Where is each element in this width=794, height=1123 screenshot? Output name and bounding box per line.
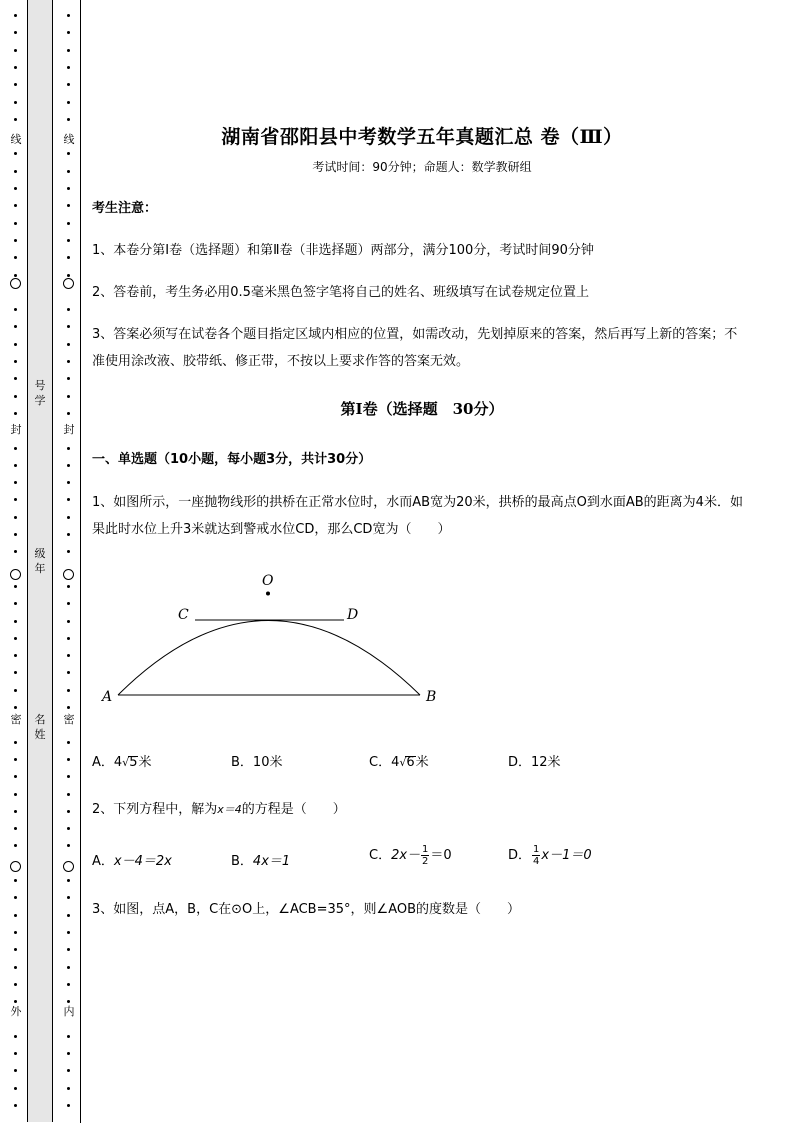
seal-char: 密 bbox=[61, 713, 77, 727]
seal-dot bbox=[14, 1069, 17, 1072]
seal-dot bbox=[14, 395, 17, 398]
seal-dot bbox=[14, 966, 17, 969]
seal-dot bbox=[14, 793, 17, 796]
seal-dot bbox=[67, 1000, 70, 1003]
seal-dot bbox=[67, 879, 70, 882]
seal-dot bbox=[14, 187, 17, 190]
seal-dot bbox=[14, 1035, 17, 1038]
seal-dot bbox=[14, 948, 17, 951]
seal-dot bbox=[14, 620, 17, 623]
seal-dot bbox=[67, 1052, 70, 1055]
seal-dot bbox=[67, 412, 70, 415]
question-3-stem: 3、如图，点A，B，C在⊙O上，∠ACB=35°，则∠AOB的度数是（ ） bbox=[92, 902, 521, 917]
seal-dot bbox=[67, 550, 70, 553]
seal-char: 线 bbox=[8, 133, 24, 147]
seal-dot bbox=[67, 66, 70, 69]
part-heading: 一、单选题（10小题，每小题3分，共计30分） bbox=[92, 452, 372, 467]
label-c: C bbox=[178, 607, 189, 623]
seal-circle bbox=[63, 861, 74, 872]
question-1-stem: 1、如图所示，一座抛物线形的拱桥在正常水位时，水而AB宽为20米，拱桥的最高点O到水面AB的距离为4米．如果此时水位上升3米就达到警戒水位CD，那么CD宽为（ ） bbox=[92, 495, 743, 537]
seal-dot bbox=[67, 498, 70, 501]
seal-dot bbox=[67, 602, 70, 605]
seal-dot bbox=[14, 1000, 17, 1003]
seal-dot bbox=[67, 170, 70, 173]
seal-dot bbox=[14, 516, 17, 519]
seal-dot bbox=[67, 671, 70, 674]
seal-dot bbox=[14, 1087, 17, 1090]
seal-dot bbox=[14, 585, 17, 588]
seal-dot bbox=[67, 948, 70, 951]
seal-dot bbox=[67, 637, 70, 640]
seal-dot bbox=[14, 83, 17, 86]
note-2: 2、答卷前，考生务必用0.5毫米黑色签字笔将自己的姓名、班级填写在试卷规定位置上 bbox=[92, 285, 589, 300]
seal-dot bbox=[67, 377, 70, 380]
seal-dot bbox=[67, 844, 70, 847]
section-title: 第Ⅰ卷（选择题 30分） bbox=[340, 400, 504, 418]
seal-dot bbox=[14, 602, 17, 605]
note-3: 3、答案必须写在试卷各个题目指定区域内相应的位置，如需改动，先划掉原来的答案，然后再写上新的答案；不准使用涂改液、胶带纸、修正带，不按以上要求作答的答案无效。 bbox=[92, 327, 738, 369]
seal-dot bbox=[67, 1104, 70, 1107]
seal-char: 封 bbox=[61, 423, 77, 437]
q1-option-b: B．10米 bbox=[231, 755, 283, 770]
question-2-stem: 2、下列方程中，解为x＝4的方程是（ ） bbox=[92, 802, 346, 817]
seal-dot bbox=[14, 31, 17, 34]
seal-dot bbox=[14, 325, 17, 328]
seal-dot bbox=[14, 827, 17, 830]
seal-dot bbox=[67, 395, 70, 398]
seal-dot bbox=[67, 325, 70, 328]
seal-dot bbox=[14, 550, 17, 553]
seal-char: 密 bbox=[8, 713, 24, 727]
seal-dot bbox=[67, 360, 70, 363]
q2-option-b: B．4x＝1 bbox=[231, 854, 291, 869]
exam-title: 湖南省邵阳县中考数学五年真题汇总 卷（Ⅲ） bbox=[221, 126, 623, 148]
seal-circle bbox=[10, 861, 21, 872]
parabola-arch bbox=[118, 621, 420, 696]
note-1: 1、本卷分第Ⅰ卷（选择题）和第Ⅱ卷（非选择题）两部分，满分100分，考试时间90分钟 bbox=[92, 243, 594, 258]
seal-dot bbox=[67, 896, 70, 899]
seal-dot bbox=[67, 31, 70, 34]
seal-dot bbox=[14, 810, 17, 813]
seal-dot bbox=[67, 585, 70, 588]
q2-option-c: C．2x－ $\frac{1}{2}$ ＝0 bbox=[369, 844, 452, 867]
seal-dot bbox=[67, 793, 70, 796]
seal-dot bbox=[67, 256, 70, 259]
seal-char: 线 bbox=[61, 133, 77, 147]
seal-dot bbox=[14, 498, 17, 501]
seal-circle bbox=[63, 278, 74, 289]
q2-option-a: A．x－4＝2x bbox=[92, 854, 172, 869]
outer-seal-line bbox=[9, 0, 23, 1123]
q1-option-d: D．12米 bbox=[508, 755, 561, 770]
seal-dot bbox=[14, 308, 17, 311]
seal-dot bbox=[14, 464, 17, 467]
seal-dot bbox=[14, 741, 17, 744]
seal-dot bbox=[67, 481, 70, 484]
seal-dot bbox=[67, 222, 70, 225]
seal-dot bbox=[14, 239, 17, 242]
seal-dot bbox=[14, 66, 17, 69]
seal-dot bbox=[67, 966, 70, 969]
margin-rule bbox=[80, 0, 81, 1123]
seal-dot bbox=[67, 689, 70, 692]
seal-circle bbox=[63, 569, 74, 580]
seal-char: 外 bbox=[8, 1005, 24, 1019]
seal-dot bbox=[67, 827, 70, 830]
seal-dot bbox=[67, 308, 70, 311]
seal-dot bbox=[14, 412, 17, 415]
seal-char: 封 bbox=[8, 423, 24, 437]
seal-dot bbox=[14, 654, 17, 657]
seal-dot bbox=[67, 239, 70, 242]
seal-dot bbox=[67, 14, 70, 17]
seal-dot bbox=[67, 118, 70, 121]
seal-dot bbox=[14, 671, 17, 674]
bridge-figure bbox=[96, 568, 456, 718]
seal-dot bbox=[14, 101, 17, 104]
label-o: O bbox=[262, 573, 274, 589]
seal-dot bbox=[14, 533, 17, 536]
seal-dot bbox=[14, 914, 17, 917]
q2-option-d: D． $\frac{1}{4}$ x－1＝0 bbox=[508, 844, 592, 867]
seal-dot bbox=[67, 983, 70, 986]
seal-dot bbox=[14, 170, 17, 173]
seal-circle bbox=[10, 278, 21, 289]
seal-dot bbox=[67, 620, 70, 623]
seal-dot bbox=[67, 914, 70, 917]
seal-dot bbox=[14, 481, 17, 484]
seal-dot bbox=[14, 879, 17, 882]
seal-dot bbox=[67, 1069, 70, 1072]
seal-dot bbox=[14, 447, 17, 450]
seal-dot bbox=[14, 14, 17, 17]
seal-dot bbox=[14, 775, 17, 778]
seal-dot bbox=[67, 654, 70, 657]
seal-dot bbox=[14, 204, 17, 207]
seal-dot bbox=[14, 256, 17, 259]
seal-dot bbox=[14, 152, 17, 155]
seal-dot bbox=[67, 101, 70, 104]
seal-dot bbox=[67, 1087, 70, 1090]
seal-dot bbox=[67, 1035, 70, 1038]
label-d: D bbox=[347, 607, 359, 623]
seal-dot bbox=[14, 118, 17, 121]
seal-dot bbox=[67, 706, 70, 709]
field-label: 号 学 bbox=[34, 379, 46, 407]
seal-dot bbox=[14, 360, 17, 363]
seal-dot bbox=[14, 931, 17, 934]
seal-dot bbox=[67, 343, 70, 346]
seal-dot bbox=[14, 706, 17, 709]
seal-circle bbox=[10, 569, 21, 580]
seal-dot bbox=[67, 152, 70, 155]
seal-dot bbox=[14, 222, 17, 225]
seal-dot bbox=[67, 464, 70, 467]
seal-dot bbox=[67, 741, 70, 744]
seal-char: 内 bbox=[61, 1005, 77, 1019]
seal-dot bbox=[67, 516, 70, 519]
seal-dot bbox=[14, 637, 17, 640]
notes-heading: 考生注意： bbox=[92, 201, 158, 216]
seal-dot bbox=[14, 844, 17, 847]
seal-dot bbox=[14, 49, 17, 52]
seal-dot bbox=[14, 1052, 17, 1055]
seal-dot bbox=[67, 49, 70, 52]
seal-dot bbox=[67, 775, 70, 778]
seal-dot bbox=[67, 533, 70, 536]
label-b: B bbox=[426, 689, 437, 705]
seal-dot bbox=[14, 896, 17, 899]
seal-dot bbox=[67, 204, 70, 207]
seal-dot bbox=[14, 1104, 17, 1107]
seal-dot bbox=[67, 447, 70, 450]
seal-dot bbox=[14, 983, 17, 986]
seal-dot bbox=[14, 377, 17, 380]
seal-dot bbox=[67, 758, 70, 761]
field-label: 级 年 bbox=[34, 547, 46, 575]
seal-dot bbox=[67, 187, 70, 190]
seal-dot bbox=[14, 343, 17, 346]
inner-seal-line bbox=[62, 0, 76, 1123]
seal-dot bbox=[67, 83, 70, 86]
seal-dot bbox=[67, 810, 70, 813]
field-label: 名 姓 bbox=[34, 713, 46, 741]
vertex-point bbox=[266, 592, 270, 596]
q1-option-a: A．4√5米 bbox=[92, 755, 152, 770]
q1-option-c: C．4√6米 bbox=[369, 755, 429, 770]
seal-dot bbox=[14, 758, 17, 761]
label-a: A bbox=[102, 689, 113, 705]
seal-dot bbox=[14, 274, 17, 277]
seal-dot bbox=[14, 689, 17, 692]
exam-subtitle: 考试时间：90分钟；命题人：数学教研组 bbox=[312, 160, 532, 174]
seal-dot bbox=[67, 931, 70, 934]
seal-dot bbox=[67, 274, 70, 277]
